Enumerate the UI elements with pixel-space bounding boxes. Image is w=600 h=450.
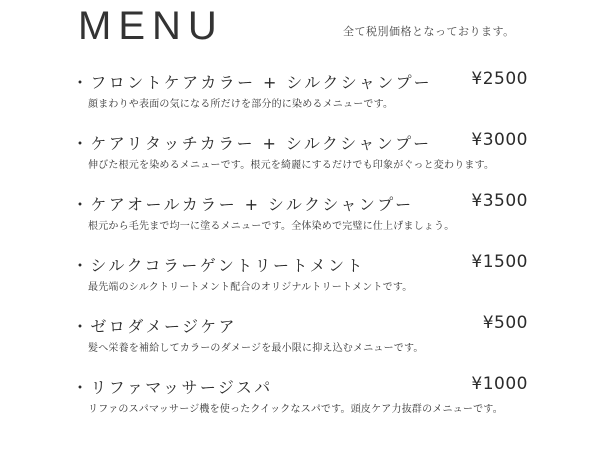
menu-item-description: 髪へ栄養を補給してカラーのダメージを最小限に抑え込むメニューです。 xyxy=(88,343,424,354)
menu-item-price: ¥500 xyxy=(482,313,528,333)
menu-item-description: 根元から毛先まで均一に塗るメニューです。全体染めで完璧に仕上げましょう。 xyxy=(88,221,455,232)
menu-item-name: ・フロントケアカラー + シルクシャンプー xyxy=(72,73,432,92)
menu-item-name: ・リファマッサージスパ xyxy=(72,378,273,397)
menu-item-description: リファのスパマッサージ機を使ったクイックなスパです。頭皮ケア力抜群のメニューです。 xyxy=(88,404,503,415)
menu-item-name: ・ケアオールカラー + シルクシャンプー xyxy=(72,195,414,214)
menu-item-description: 顔まわりや表面の気になる所だけを部分的に染めるメニューです。 xyxy=(88,99,394,110)
tax-note: 全て税別価格となっております。 xyxy=(343,25,515,38)
menu-title: MENU xyxy=(78,4,224,48)
menu-item-price: ¥1000 xyxy=(471,374,528,394)
menu-item-name: ・ゼロダメージケア xyxy=(72,317,237,336)
menu-item-price: ¥1500 xyxy=(471,252,528,272)
menu-item-description: 伸びた根元を染めるメニューです。根元を綺麗にするだけでも印象がぐっと変わります。 xyxy=(88,160,495,171)
menu-item-price: ¥3500 xyxy=(471,191,528,211)
menu-item-price: ¥2500 xyxy=(471,69,528,89)
menu-item-name: ・シルクコラーゲントリートメント xyxy=(72,256,365,275)
menu-item-name: ・ケアリタッチカラー + シルクシャンプー xyxy=(72,134,432,153)
menu-item-price: ¥3000 xyxy=(471,130,528,150)
menu-item-description: 最先端のシルクトリートメント配合のオリジナルトリートメントです。 xyxy=(88,282,413,293)
